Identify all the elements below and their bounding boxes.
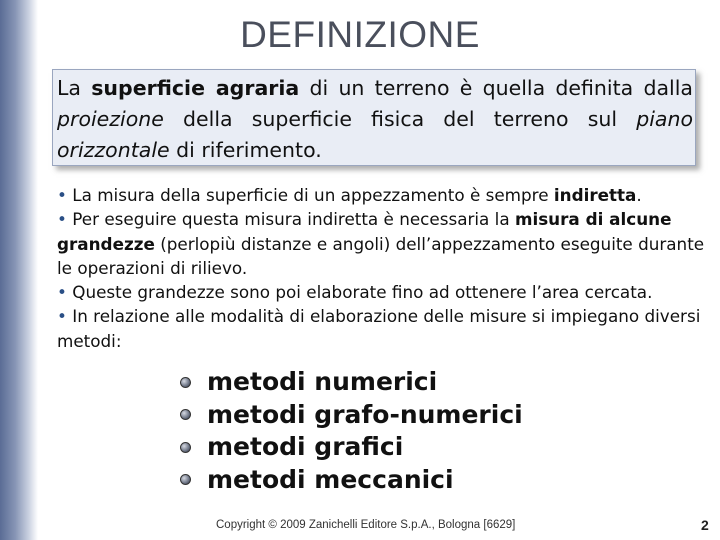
bullet-dot: • bbox=[57, 306, 67, 327]
method-label: metodi grafici bbox=[207, 432, 404, 461]
method-item bbox=[178, 464, 523, 497]
method-item bbox=[178, 399, 523, 432]
method-label: metodi grafo-numerici bbox=[207, 399, 523, 429]
method-label: metodi numerici bbox=[207, 367, 438, 396]
definition-text-3: della superficie fisica del terreno sul bbox=[163, 107, 637, 131]
bullet-text: Per eseguire questa misura indiretta è necessaria la bbox=[66, 209, 515, 230]
bullet-text: . bbox=[636, 185, 642, 205]
bullet-dot: • bbox=[57, 185, 67, 205]
bullet-text: (perlopiù distanze e angoli) dell’appezzamento eseguite durante le operazioni di rilievo. bbox=[57, 233, 705, 278]
method-item bbox=[178, 431, 523, 464]
method-item bbox=[178, 366, 523, 399]
slide-title: DEFINIZIONE bbox=[240, 14, 480, 55]
bullet-icon bbox=[180, 377, 191, 388]
bullet-item bbox=[57, 183, 707, 207]
page-number: 2 bbox=[701, 517, 709, 533]
bullet-icon bbox=[180, 442, 191, 453]
bullet-icon bbox=[180, 409, 191, 420]
bullet-item bbox=[57, 207, 707, 280]
bullet-bold: misura di alcune grandezze bbox=[57, 209, 672, 254]
definition-proiezione: proiezione bbox=[57, 107, 164, 131]
left-decorative-bar bbox=[0, 0, 38, 540]
bullet-item bbox=[57, 280, 707, 304]
definition-piano: piano orizzontale bbox=[57, 107, 693, 162]
bullet-dot: • bbox=[57, 209, 67, 230]
bullet-icon bbox=[180, 474, 191, 485]
bullet-list bbox=[57, 183, 707, 353]
bullet-text: In relazione alle modalità di elaborazione delle misure si impiegano diversi metodi: bbox=[57, 306, 701, 351]
bullet-text: La misura della superficie di un appezzamento è sempre bbox=[66, 185, 554, 205]
definition-box bbox=[52, 69, 696, 166]
bullet-bold: indiretta bbox=[553, 185, 637, 205]
bullet-item bbox=[57, 304, 707, 353]
definition-term: superficie agraria bbox=[91, 76, 300, 100]
definition-text-4: di riferimento. bbox=[169, 138, 322, 162]
methods-list bbox=[178, 366, 523, 496]
definition-text-1: La bbox=[57, 76, 92, 100]
definition-text-2: di un terreno è quella definita dalla bbox=[299, 76, 693, 100]
bullet-text: Queste grandezze sono poi elaborate fino ad ottenere l’area cercata. bbox=[66, 282, 653, 303]
copyright-footer: Copyright © 2009 Zanichelli Editore S.p.A., Bologna [6629] bbox=[216, 519, 516, 531]
bullet-dot: • bbox=[57, 282, 67, 303]
method-label: metodi meccanici bbox=[207, 464, 454, 494]
